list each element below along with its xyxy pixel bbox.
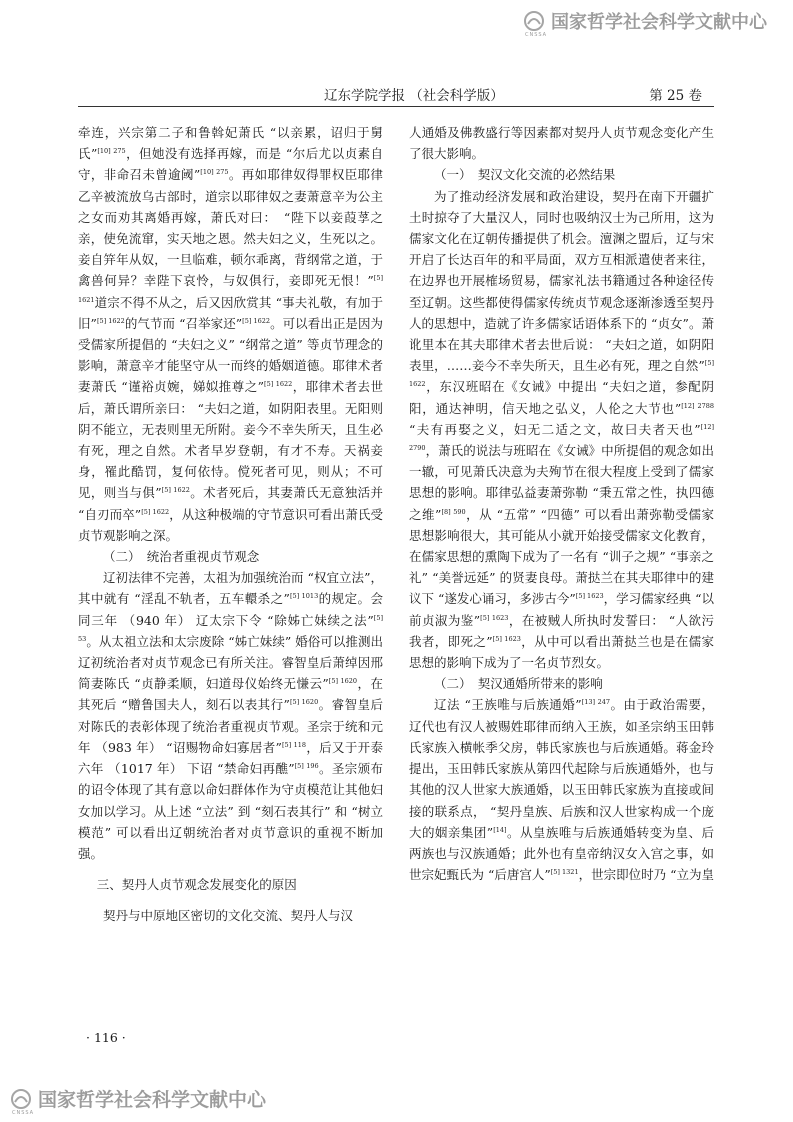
running-header: [78, 82, 714, 108]
section-heading: [409, 673, 714, 694]
header-rule: [78, 106, 714, 107]
text-run: ，东汉班昭在《女诫》中提出 “夫妇之道，参配阴阳，通达神明，信天地之弘义，人伦之大节也”: [409, 379, 714, 416]
text-run: 辽初法律不完善，太祖为加强统治而 “权宜立法”，其中就有 “淫乱不轨者，五车轘杀之”: [78, 570, 383, 607]
citation-mark: [5] 1623: [480, 613, 509, 622]
watermark-name: 国家哲学社会科学文献中心: [38, 1089, 267, 1111]
text-run: ，世宗即位时乃 “立为皇: [578, 867, 714, 883]
citation-mark: [8] 590: [441, 507, 466, 516]
text-run: 的气节而 “召举家还”: [124, 315, 243, 331]
citation-mark: [5] 1621: [78, 274, 383, 304]
text-run: ，后又于开泰六年 （1017 年） 下诏 “禁命妇再醮”: [78, 739, 384, 777]
paragraph: [78, 122, 383, 546]
text-run: 牵连，兴宗第二子和鲁斡妃萧氏 “以亲累，诏归于舅氏”: [78, 125, 383, 162]
citation-mark: [5] 53: [78, 613, 383, 643]
text-run: （二） 统治者重视贞节观念: [103, 549, 260, 565]
text-run: 。由于政治需要，辽代也有汉人被赐姓耶律而纳入王族，如圣宗纳玉田韩氏家族入横帐季父房，韩氏家族也与后族通婚。蒋金玲提出，玉田韩氏家族从第四代起除与后族通婚外，也与其他的汉人世家大族通婚，以玉田韩氏家族为直接或间接的联系点， “契丹皇族、后族和汉人世家构成一个庞大的姻亲集团”: [409, 697, 714, 840]
citation-mark: [5] 1321: [550, 868, 579, 877]
text-run: ，从中可以看出萧挞兰也是在儒家思想的影响下成为了一名贞节烈女。: [409, 633, 714, 671]
text-run: 。圣宗颁布的诏令体现了其有意以命妇群体作为守贞模范让其他妇女加以学习。从上述 “立法” 到 “刻石表其行” 和 “树立模范” 可以看出辽朝统治者对贞节意识的重视不断加强。: [78, 761, 383, 861]
volume-label: 第 25 卷: [649, 88, 702, 104]
text-run: 。从太祖立法和太宗废除 “姊亡妹续” 婚俗可以推测出辽初统治者对贞节观念已有所关注。睿智皇后萧绰因邢简妻陈氏 “贞静柔顺，妇道母仪始终无慊云”: [78, 633, 383, 692]
paragraph: [409, 694, 714, 885]
citation-mark: [5] 1623: [492, 634, 521, 643]
citation-mark: [5] 1622: [264, 380, 293, 389]
text-run: 为了推动经济发展和政治建设，契丹在南下开疆扩土时掠夺了大量汉人，同时也吸纳汉士为己所用，这为儒家文化在辽朝传播提供了机会。澶渊之盟后，辽与宋开启了长达百年的和平局面，双方互相派遣使者来往，在边界也开展榷场贸易，儒家礼法书籍通过各种途径传至辽朝。这些都使得儒家传统贞节观念逐渐渗透至契丹人的思想中，造就了许多儒家话语体系下的 “贞女”。萧讹里本在其夫耶律术者去世后说： “夫妇之道，如阴阳表里，……妾今不幸失所天，且生必有死，理之自然”: [409, 188, 714, 374]
citation-mark: [5] 1620: [328, 677, 358, 686]
right-column: [409, 122, 714, 885]
text-run: ，在被贼人所执时发誓曰： “人欲污我者，即死之”: [409, 612, 714, 649]
text-run: 。可以看出正是因为受儒家所提倡的 “夫妇之义” “纲常之道” 等贞节理念的影响，萧意辛才能坚守从一而终的婚姻道德。耶律术者妻萧氏 “谨裕贞婉，娣姒推尊之”: [78, 315, 383, 395]
text-run: 三、契丹人贞节观念发展变化的原因: [96, 877, 297, 893]
text-run: 。从皇族唯与后族通婚转变为皇、后两族也与汉族通婚；此外也有皇帝纳汉女入宫之事，如世宗妃甄氏为 “后唐宫人”: [409, 824, 714, 883]
watermark-bottom: [10, 1085, 267, 1116]
citation-mark: [13] 247: [581, 698, 611, 707]
text-run: 人通婚及佛教盛行等因素都对契丹人贞节观念变化产生了很大影响。: [409, 125, 714, 162]
text-run: 。睿智皇后对陈氏的表彰体现了统治者重视贞节观。圣宗于统和元年 （983 年） “诏赐物命妇寡居者”: [78, 697, 383, 755]
watermark-sub: CNSSA: [525, 32, 548, 38]
text-run: 辽法 “王族唯与后族通婚”: [434, 697, 582, 713]
paragraph: [78, 905, 383, 926]
paragraph: [409, 122, 714, 164]
text-run: （二） 契汉通婚所带来的影响: [434, 676, 603, 692]
citation-mark: [12] 2790: [409, 422, 714, 453]
citation-mark: [10] 275: [97, 147, 126, 156]
citation-mark: [5] 1623: [575, 592, 604, 601]
section-heading: [78, 546, 383, 567]
text-run: 的规定。会同三年 （940 年） 辽太宗下令 “除姊亡妹续之法”: [78, 591, 383, 628]
text-run: ，萧氏的说法与班昭在《女诫》中所提倡的观念如出一辙，可见萧氏决意为夫殉节在很大程度上受到了儒家思想的影响。耶律弘益妻萧弥勒 “秉五常之性，执四德之维”: [409, 443, 714, 522]
text-run: （一） 契汉文化交流的必然结果: [434, 167, 616, 183]
citation-mark: [5] 118: [281, 740, 306, 749]
text-run: 。术者死后，其妻萧氏无意独活并 “自刃而卒”: [78, 485, 383, 522]
citation-mark: [14]: [493, 825, 507, 834]
text-run: ，从 “五常” “四德” 可以看出萧弥勒受儒家思想影响很大，其可能从小就开始接受儒家文化教育，在儒家思想的熏陶下成为了一名有 “训子之规” “事亲之礼” “美誉远延” 的贤妻良母。萧挞兰在其夫耶律中的建议下 “遂发心诵习，多涉古今”: [409, 506, 715, 607]
left-column: [78, 122, 383, 927]
text-run: 道宗不得不从之，后又因欣赏其 “事夫礼敬，有加于旧”: [78, 294, 383, 331]
section-heading: [78, 874, 383, 895]
citation-mark: [12] 2788: [681, 401, 714, 410]
paragraph: [409, 186, 714, 674]
citation-mark: [5] 1013: [289, 592, 319, 601]
watermark-top: [523, 8, 767, 38]
watermark-name: 国家哲学社会科学文献中心: [551, 12, 767, 33]
citation-mark: [5] 1622: [96, 316, 125, 325]
section-heading: [409, 164, 714, 185]
journal-title: 辽东学院学报 （社会科学版）: [324, 88, 504, 104]
citation-mark: [5] 1622: [161, 486, 190, 495]
citation-mark: [5] 1622: [242, 316, 271, 325]
citation-mark: [5] 1620: [289, 698, 319, 707]
text-run: “夫有再娶之义，妇无二适之文，故曰夫者天也”: [409, 421, 701, 437]
text-run: ，但她没有选择再嫁，而是 “尔后尤以贞素自守，非命召未曾逾阈”: [78, 146, 383, 183]
text-run: 。再如耶律奴得罪权臣耶律乙辛被流放乌古部时，道宗以耶律奴之妻萧意辛为公主之女而劝其离婚再嫁，萧氏对曰： “陛下以妾葭莩之亲，使免流窜，实天地之恩。然夫妇之义，生死以之。妾自笄年从奴，一旦临难，顿尔乖离，背纲常之道，于禽兽何异？幸陛下哀怜，与奴俱行，妾即死无恨！”: [78, 167, 383, 289]
citation-mark: [10] 275: [200, 168, 229, 177]
watermark-logo-icon: [10, 1088, 35, 1116]
text-run: ，从这种极端的守节意识可看出萧氏受贞节观影响之深。: [78, 506, 383, 543]
citation-mark: [5] 1622: [141, 507, 170, 516]
text-run: ，在其死后 “赠鲁国夫人，刻石以表其行”: [78, 676, 383, 713]
text-run: ，耶律术者去世后，萧氏谓所亲曰： “夫妇之道，如阴阳表里。无阳则阴不能立，无表则里无所附。妾今不幸失所天，且生必有死，理之自然。术者早岁登朝，有才不寿。天祸妾身，罹此酷罚，复何依恃。傥死者可见，则从；不可见，则当与俱”: [78, 379, 383, 501]
paragraph: [78, 567, 383, 864]
page-number: · 116 ·: [86, 1030, 126, 1045]
text-run: ，学习儒家经典 “以前贞淑为鉴”: [409, 591, 714, 628]
watermark-sub: CNSSA: [12, 1109, 35, 1116]
citation-mark: [5] 196: [294, 762, 319, 771]
watermark-logo-icon: [523, 10, 548, 38]
text-run: 契丹与中原地区密切的文化交流、契丹人与汉: [103, 908, 354, 924]
citation-mark: [5] 1622: [409, 359, 714, 389]
